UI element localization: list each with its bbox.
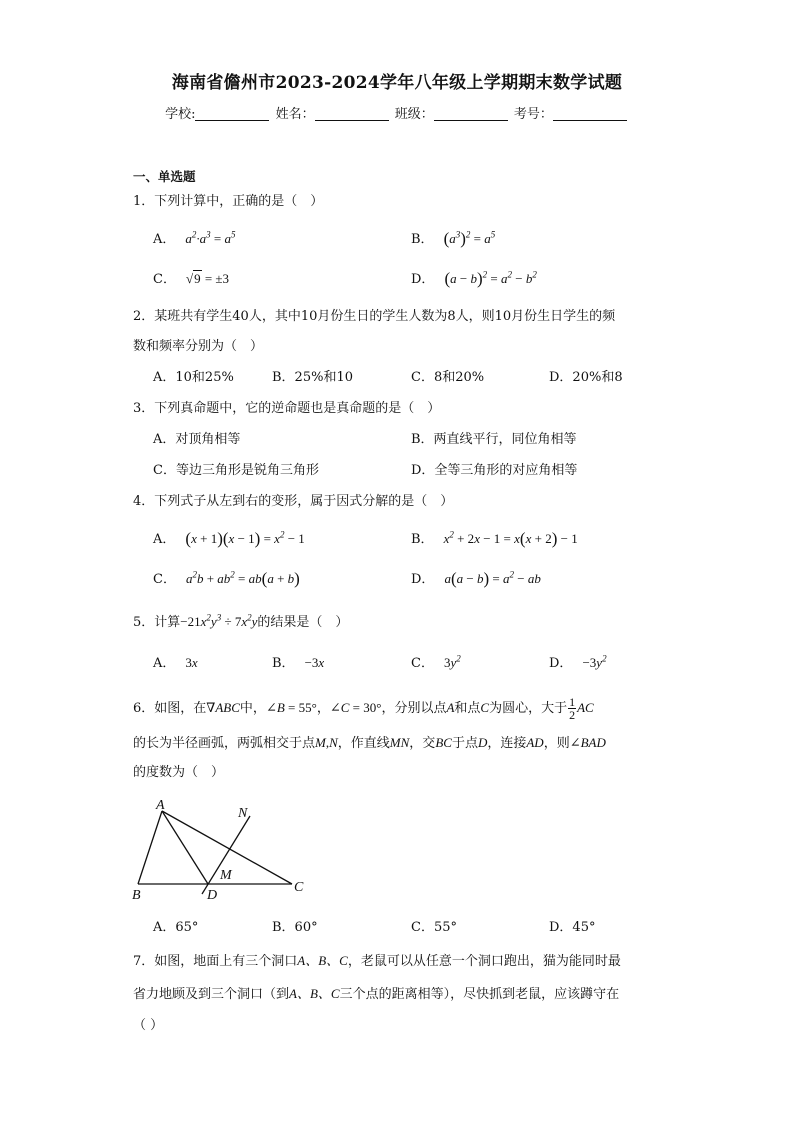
section-heading: 一、单选题 (133, 169, 196, 184)
question-4-option-d[interactable]: D． $a(a - b) = a^2$ − ab (411, 569, 541, 588)
point-m-label: M (220, 868, 232, 883)
question-1-option-d[interactable]: D． $(a - b)^2 = a^2 - b^2$ (411, 269, 537, 288)
question-1-stem: 1．下列计算中，正确的是（ ） (133, 194, 324, 209)
question-6-option-a[interactable]: A．65° (153, 920, 199, 935)
question-6-stem-line1: 6．如图，在∇ABC中，∠B = 55°，∠C = 30°，分别以点A和点C为圆心，大于 $\frac{1}{2}$ AC (133, 695, 594, 722)
question-2-option-c[interactable]: C．8和20% (411, 370, 485, 385)
question-2-option-a[interactable]: A．10和25% (153, 370, 234, 385)
question-3-option-a[interactable]: A．对顶角相等 (153, 432, 241, 447)
question-6-option-b[interactable]: B．60° (272, 920, 318, 935)
question-2-stem-line2: 数和频率分别为（ ） (133, 339, 264, 354)
question-6-option-c[interactable]: C．55° (411, 920, 457, 935)
question-3-stem: 3．下列真命题中，它的逆命题也是真命题的是（ ） (133, 401, 441, 416)
point-n-label: N (238, 806, 248, 821)
side-ab (138, 811, 162, 884)
exam-number-blank[interactable] (553, 106, 627, 121)
question-7-stem-line1: 7．如图，地面上有三个洞口A、B、C，老鼠可以从任意一个洞口跑出，猫为能同时最 (133, 953, 621, 969)
question-3-option-d[interactable]: D．全等三角形的对应角相等 (411, 463, 578, 478)
question-7-stem-line2: 省力地顾及到三个洞口（到A、B、C三个点的距离相等），尽快抓到老鼠，应该蹲守在 (133, 986, 620, 1002)
vertex-c-label: C (294, 880, 304, 895)
exam-number-label: 考号： (513, 107, 553, 122)
question-5-stem: 5．计算$-21x^2y^3 \div 7x^2y$的结果是（ ） (133, 612, 349, 630)
point-d-label: D (207, 888, 218, 903)
question-4-option-b[interactable]: B． $x^2 + 2x - 1 = x(x + 2) - 1$ (411, 529, 578, 548)
question-3-option-c[interactable]: C．等边三角形是锐角三角形 (153, 463, 319, 478)
student-info-line (0, 103, 794, 122)
question-5-option-a[interactable]: A． 3x (153, 655, 198, 671)
class-blank[interactable] (434, 106, 508, 121)
question-2-option-b[interactable]: B．25%和10 (272, 370, 353, 385)
question-3-option-b[interactable]: B．两直线平行，同位角相等 (411, 432, 577, 447)
school-label: 学校: (165, 107, 196, 122)
question-4-stem: 4．下列式子从左到右的变形，属于因式分解的是（ ） (133, 494, 454, 509)
page-title: 海南省儋州市2023-2024学年八年级上学期期末数学试题 (171, 73, 623, 93)
question-6-stem-line3: 的度数为（ ） (133, 765, 225, 780)
question-5-option-c[interactable]: C． $3y^2$ (411, 653, 461, 671)
question-2-stem-line1: 2．某班共有学生40人，其中10月份生日的学生人数为8人，则10月份生日学生的频 (133, 309, 616, 324)
school-blank[interactable] (195, 106, 269, 121)
class-label: 班级： (394, 107, 434, 122)
vertex-a-label: A (156, 798, 165, 813)
question-1-option-a[interactable]: A． $a^2\cdot a^3 = a^5$ (153, 229, 236, 247)
question-5-option-d[interactable]: D． $-3y^2$ (549, 653, 607, 671)
name-blank[interactable] (315, 106, 389, 121)
name-label: 姓名： (275, 107, 315, 122)
question-4-option-a[interactable]: A． $(x + 1)(x - 1) = x^2 - 1$ (153, 529, 305, 548)
question-2-option-d[interactable]: D．20%和8 (549, 370, 623, 385)
question-7-stem-line3: （ ） (133, 1018, 164, 1033)
question-6-figure (128, 795, 314, 905)
question-1-option-c[interactable]: C． √9 = ±3 (153, 271, 230, 287)
question-4-option-c[interactable]: C． $a^2b + ab^2 = ab(a + b)$ (153, 569, 300, 588)
segment-ad (162, 811, 208, 884)
question-5-option-b[interactable]: B． −3x (272, 655, 325, 671)
vertex-b-label: B (132, 888, 141, 903)
question-6-option-d[interactable]: D．45° (549, 920, 596, 935)
question-1-option-b[interactable]: B． $(a^3)^2 = a^5$ (411, 229, 496, 248)
question-6-stem-line2: 的长为半径画弧，两弧相交于点M,N，作直线MN，交BC于点D，连接AD，则∠BAD (133, 735, 606, 751)
